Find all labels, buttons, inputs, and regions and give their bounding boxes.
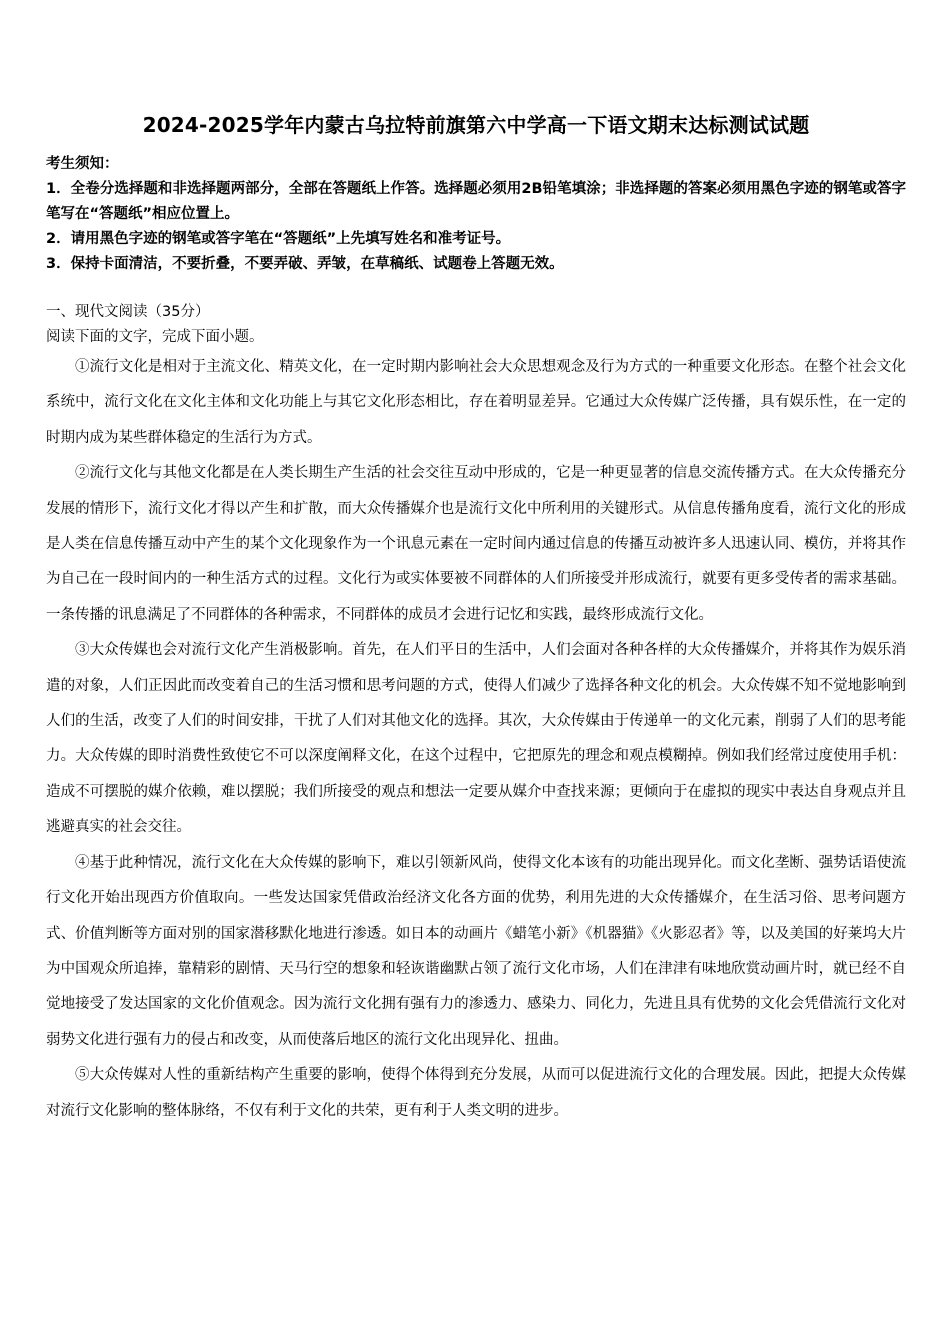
passage-paragraph: ①流行文化是相对于主流文化、精英文化，在一定时期内影响社会大众思想观念及行为方式的一种重要文化形态。在整个社会文化系统中，流行文化在文化主体和文化功能上与其它文化形态相比，存在着明显差异。它通过大众传媒广泛传播，具有娱乐性，在一定的时期内成为某些群体稳定的生活行为方式。 xyxy=(46,359,906,446)
exam-title: 2024-2025学年内蒙古乌拉特前旗第六中学高一下语文期末达标测试试题 xyxy=(142,113,810,137)
reading-passage xyxy=(46,350,906,1129)
notice-heading: 考生须知： xyxy=(46,156,119,172)
exam-notice xyxy=(46,152,906,277)
passage-paragraph: ④基于此种情况，流行文化在大众传媒的影响下，难以引领新风尚，使得文化本该有的功能出现异化。而文化垄断、强势话语使流行文化开始出现西方价值取向。一些发达国家凭借政治经济文化各方面的优势，利用先进的大众传播媒介，在生活习俗、思考问题方式、价值判断等方面对别的国家潜移默化地进行渗透。如日本的动画片《蜡笔小新》《机器猫》《火影忍者》等，以及美国的好莱坞大片为中国观众所追捧，靠精彩的剧情、天马行空的想象和轻诙谐幽默占领了流行文化市场，人们在津津有味地欣赏动画片时，就已经不自觉地接受了发达国家的文化价值观念。因为流行文化拥有强有力的渗透力、感染力、同化力，先进且具有优势的文化会凭借流行文化对弱势文化进行强有力的侵占和改变，从而使落后地区的流行文化出现异化、扭曲。 xyxy=(46,854,906,1048)
section-instruction: 阅读下面的文字，完成下面小题。 xyxy=(46,329,264,345)
notice-item: 3．保持卡面清洁，不要折叠，不要弄破、弄皱，在草稿纸、试题卷上答题无效。 xyxy=(46,256,564,272)
passage-paragraph: ②流行文化与其他文化都是在人类长期生产生活的社会交往互动中形成的，它是一种更显著的信息交流传播方式。在大众传播充分发展的情形下，流行文化才得以产生和扩散，而大众传播媒介也是流行文化中所利用的关键形式。从信息传播角度看，流行文化的形成是人类在信息传播互动中产生的某个文化现象作为一个讯息元素在一定时间内通过信息的传播互动被许多人迅速认同、模仿，并将其作为自己在一段时间内的一种生活方式的过程。文化行为或实体要被不同群体的人们所接受并形成流行，就要有更多受传者的需求基础。一条传播的讯息满足了不同群体的各种需求，不同群体的成员才会进行记忆和实践，最终形成流行文化。 xyxy=(46,465,906,623)
notice-item: 1．全卷分选择题和非选择题两部分，全部在答题纸上作答。选择题必须用2B铅笔填涂；非选择题的答案必须用黑色字迹的钢笔或答字笔写在“答题纸”相应位置上。 xyxy=(46,181,906,222)
notice-item: 2．请用黑色字迹的钢笔或答字笔在“答题纸”上先填写姓名和准考证号。 xyxy=(46,231,511,247)
document-page xyxy=(46,110,906,1129)
passage-paragraph: ③大众传媒也会对流行文化产生消极影响。首先，在人们平日的生活中，人们会面对各种各样的大众传播媒介，并将其作为娱乐消遣的对象，人们正因此而改变着自己的生活习惯和思考问题的方式，使得人们减少了选择各种文化的机会。大众传媒不知不觉地影响到人们的生活，改变了人们的时间安排，干扰了人们对其他文化的选择。其次，大众传媒由于传递单一的文化元素，削弱了人们的思考能力。大众传媒的即时消费性致使它不可以深度阐释文化，在这个过程中，它把原先的理念和观点模糊掉。例如我们经常过度使用手机：造成不可摆脱的媒介依赖，难以摆脱；我们所接受的观点和想法一定要从媒介中查找来源；更倾向于在虚拟的现实中表达自身观点并且逃避真实的社会交往。 xyxy=(46,642,906,836)
passage-paragraph: ⑤大众传媒对人性的重新结构产生重要的影响，使得个体得到充分发展，从而可以促进流行文化的合理发展。因此，把提大众传媒对流行文化影响的整体脉络，不仅有利于文化的共荣，更有利于人类文明的进步。 xyxy=(46,1067,906,1119)
section-heading: 一、现代文阅读（35分） xyxy=(46,304,210,320)
